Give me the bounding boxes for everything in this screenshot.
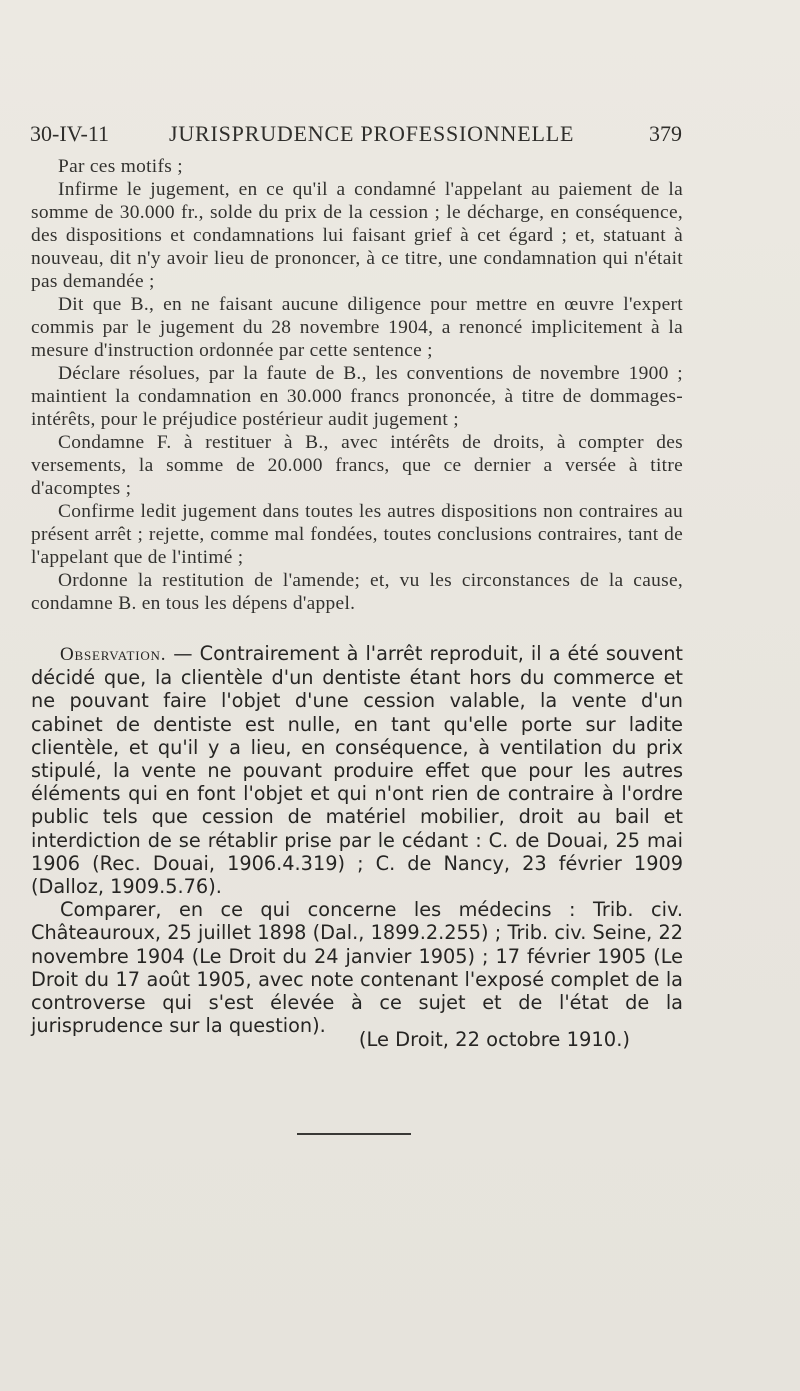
decision-paragraph: Dit que B., en ne faisant aucune diligence pour mettre en œuvre l'expert commis par le jugement du 28 novembre 1904, a renoncé implicitement à la mesure d'instruction ordonnée par cette sentence ; <box>31 294 683 361</box>
decision-paragraph: Infirme le jugement, en ce qu'il a condamné l'appelant au paiement de la somme de 30.000 fr., solde du prix de la cession ; le décharge, en conséquence, des dispositions et condamnations lui faisant grief à cet égard ; et, statuant à nouveau, dit n'y avoir lieu de prononcer, à ce titre, une condamnation qui n'était pas demandée ; <box>31 179 683 292</box>
decision-paragraph: Ordonne la restitution de l'amende; et, vu les circonstances de la cause, condamne B. en tous les dépens d'appel. <box>31 570 683 614</box>
observation-paragraph <box>31 642 683 898</box>
observation-text: Contrairement à l'arrêt reproduit, il a été souvent décidé que, la clientèle d'un dentiste étant hors du commerce et ne pouvant faire l'objet d'une cession valable, la vente d'un cabinet de dentiste est nulle, en tant qu'elle porte sur ladite clientèle, et qu'il y a lieu, en conséquence, à ventilation du prix stipulé, la vente ne pouvant produire effet que pour les autres éléments qui en font l'objet et qui n'ont rien de contraire à l'ordre public tels que cession de matériel mobilier, droit au bail et interdiction de se rétablir prise par le cédant : C. de Douai, 25 mai 1906 (Rec. Douai, 1906.4.319) ; C. de Nancy, 23 février 1909 (Dalloz, 1909.5.76). <box>31 642 683 899</box>
observation-label: Observation. <box>60 644 167 665</box>
decision-paragraph: Par ces motifs ; <box>58 156 183 177</box>
running-head <box>30 119 682 149</box>
decision-paragraph: Confirme ledit jugement dans toutes les autres dispositions non contraires au présent arrêt ; rejette, comme mal fondées, toutes conclusions contraires, tant de l'appelant que de l'intimé ; <box>31 501 683 568</box>
section-divider <box>297 1133 411 1135</box>
journal-title: JURISPRUDENCE PROFESSIONNELLE <box>169 121 575 146</box>
source-citation: (Le Droit, 22 octobre 1910.) <box>358 1028 630 1051</box>
decision-paragraph: Condamne F. à restituer à B., avec intérêts de droits, à compter des versements, la somme de 20.000 francs, que ce dernier a versée à titre d'acomptes ; <box>31 432 683 499</box>
decision-paragraph: Déclare résolues, par la faute de B., les conventions de novembre 1900 ; maintient la condamnation en 30.000 francs prononcée, à titre de dommages-intérêts, pour le préjudice postérieur audit jugement ; <box>31 363 683 430</box>
issue-date: 30-IV-11 <box>30 121 110 146</box>
court-decision <box>31 155 683 615</box>
observation-section <box>31 642 683 1037</box>
compare-paragraph: Comparer, en ce qui concerne les médecins : Trib. civ. Châteauroux, 25 juillet 1898 (Dal., 1899.2.255) ; Trib. civ. Seine, 22 novembre 1904 (Le Droit du 24 janvier 1905) ; 17 février 1905 (Le Droit du 17 août 1905, avec note contenant l'exposé complet de la controverse qui s'est élevée à ce sujet et de l'état de la jurisprudence sur la question). <box>31 898 683 1038</box>
observation-dash: — <box>166 642 200 665</box>
page-number: 379 <box>649 121 682 146</box>
